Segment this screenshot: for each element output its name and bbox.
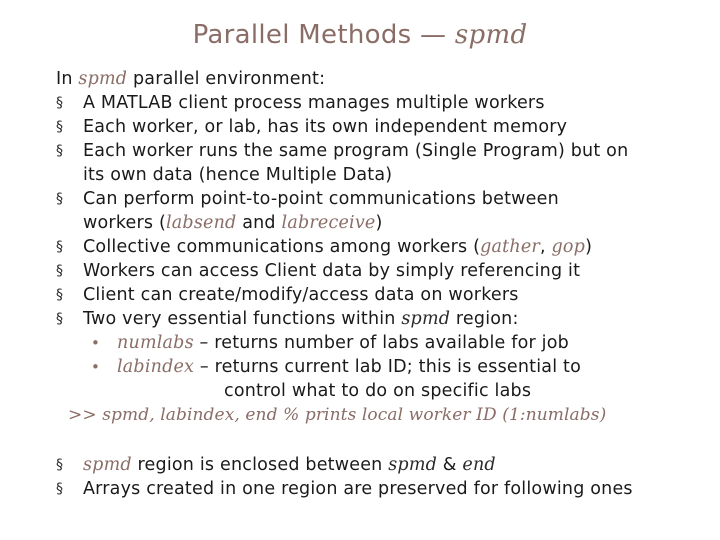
gather-term: gather <box>480 237 540 257</box>
bullet-spmd-region: § spmd region is enclosed between spmd & end <box>56 453 706 477</box>
labsend-term: labsend <box>166 213 237 233</box>
sub-bullet-labindex-cont: control what to do on specific labs <box>224 381 532 401</box>
sub-bullet-numlabs: • numlabs – returns number of labs available for job <box>56 331 706 355</box>
end-keyword: end <box>462 455 496 475</box>
bullet-single-program: § Each worker runs the same program (Single Program) but on <box>56 139 706 163</box>
spmd-keyword: spmd <box>388 455 438 475</box>
intro-line: In spmd parallel environment: <box>56 69 326 89</box>
bullet-single-program-cont: its own data (hence Multiple Data) <box>83 165 393 185</box>
sub-bullet-labindex: • labindex – returns current lab ID; this is essential to <box>56 355 706 379</box>
slide-body <box>56 67 706 501</box>
bullet-arrays-preserved: § Arrays created in one region are preserved for following ones <box>56 477 706 501</box>
title-italic: spmd <box>454 20 528 50</box>
spmd-term: spmd <box>83 455 132 475</box>
spmd-term: spmd <box>401 309 451 329</box>
slide-title <box>0 20 720 50</box>
numlabs-term: numlabs <box>117 333 194 353</box>
bullet-client-data: § Workers can access Client data by simply referencing it <box>56 259 706 283</box>
labindex-term: labindex <box>117 357 195 377</box>
bullet-client-modify: § Client can create/modify/access data on workers <box>56 283 706 307</box>
bullet-matlab-client: § A MATLAB client process manages multiple workers <box>56 91 706 115</box>
bullet-point-to-point: § Can perform point-to-point communications between <box>56 187 706 211</box>
gop-term: gop <box>551 237 586 257</box>
labreceive-term: labreceive <box>281 213 376 233</box>
title-main: Parallel Methods — <box>192 20 455 50</box>
bullet-collective: § Collective communications among workers (gather, gop) <box>56 235 706 259</box>
intro-spmd: spmd <box>78 69 128 89</box>
code-example: >> spmd, labindex, end % prints local worker ID (1:numlabs) <box>68 405 607 425</box>
bullet-essential-functions: § Two very essential functions within spmd region: <box>56 307 706 331</box>
bullet-independent-memory: § Each worker, or lab, has its own independent memory <box>56 115 706 139</box>
bullet-point-to-point-cont: workers (labsend and labreceive) <box>83 213 383 233</box>
